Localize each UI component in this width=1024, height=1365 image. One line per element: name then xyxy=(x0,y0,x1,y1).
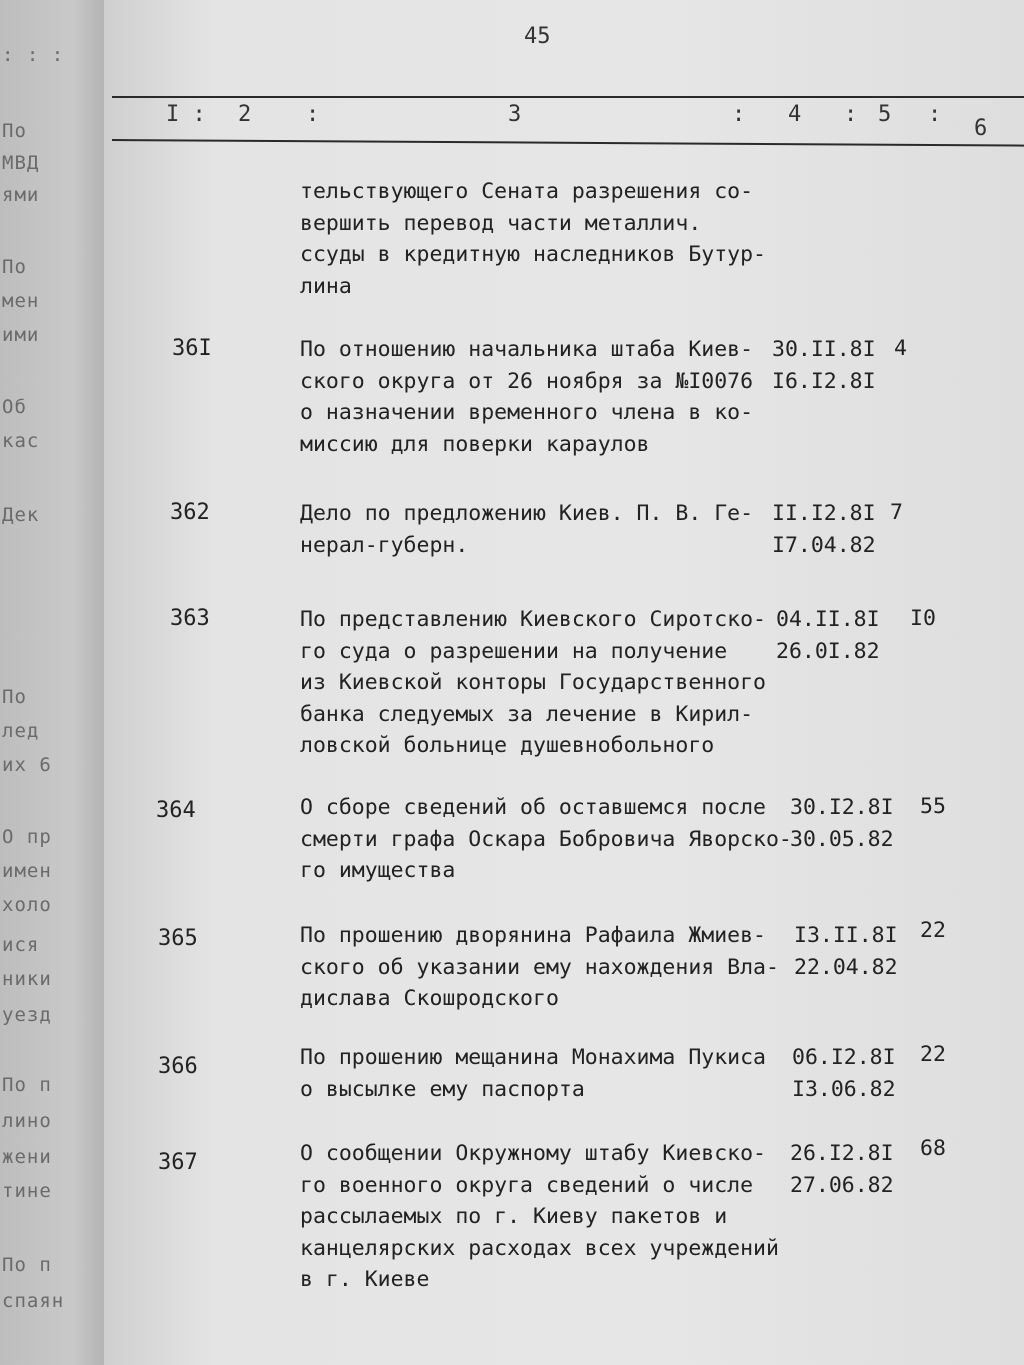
title-line: канцелярских расходах всех учреждений xyxy=(300,1235,779,1261)
record-dates xyxy=(772,498,876,561)
header-top-rule xyxy=(112,96,1024,98)
header-col-4: 4 xyxy=(788,102,802,127)
record-title xyxy=(300,498,780,561)
header-col-6: 6 xyxy=(974,116,988,141)
record-number: 362 xyxy=(170,500,210,525)
left-page-fragment: Дек xyxy=(2,504,40,526)
title-line: го имущества xyxy=(300,858,456,883)
left-page-fragment: жени xyxy=(2,1146,52,1168)
left-page-fragment: тине xyxy=(2,1180,52,1202)
header-sep: : xyxy=(844,102,858,127)
left-page-fragment: ями xyxy=(2,184,40,206)
title-line: миссию для поверки караулов xyxy=(300,431,650,457)
left-page-edge xyxy=(0,0,104,1365)
header-col-3: 3 xyxy=(508,102,522,127)
record-sheets: 4 xyxy=(894,336,907,361)
record-dates xyxy=(772,334,876,397)
title-line: вершить перевод части металлич. xyxy=(300,210,702,236)
date-end: 22.04.82 xyxy=(794,954,898,980)
left-page-fragment: имен xyxy=(2,860,52,882)
title-line: ского округа от 26 ноября за №I0076 xyxy=(300,368,754,394)
title-line: банка следуемых за лечение в Кирил- xyxy=(300,701,754,727)
date-start: 30.II.8I xyxy=(772,337,876,362)
title-line: го военного округа сведений о числе xyxy=(300,1172,754,1198)
record-title xyxy=(300,1138,820,1296)
title-line: Дело по предложению Киев. П. В. Ге- xyxy=(300,501,754,526)
header-col-1: I : xyxy=(166,102,206,127)
record-sheets: I0 xyxy=(910,606,936,631)
record-dates xyxy=(790,792,894,855)
left-page-fragment: По п xyxy=(2,1254,52,1276)
left-page-fragment: ники xyxy=(2,968,52,990)
record-number: 367 xyxy=(158,1150,198,1175)
date-start: I3.II.8I xyxy=(794,923,898,948)
title-line: По прошению дворянина Рафаила Жмиев- xyxy=(300,923,766,948)
date-end: 26.0I.82 xyxy=(776,638,880,664)
title-line: смерти графа Оскара Бобровича Яворско- xyxy=(300,826,792,852)
date-end: I7.04.82 xyxy=(772,532,876,558)
date-start: II.I2.8I xyxy=(772,501,876,526)
record-title xyxy=(300,1042,780,1105)
title-line: в г. Киеве xyxy=(300,1267,430,1292)
title-line: ского об указании ему нахождения Вла- xyxy=(300,954,779,980)
record-number: 365 xyxy=(158,926,198,951)
record-title xyxy=(300,792,860,887)
record-dates xyxy=(792,1042,896,1105)
title-line: тельствующего Сената разрешения со- xyxy=(300,179,754,204)
title-line: о назначении временного члена в ко- xyxy=(300,400,754,425)
date-start: 04.II.8I xyxy=(776,607,880,632)
date-start: 30.I2.8I xyxy=(790,795,894,820)
title-line: дислава Скошродского xyxy=(300,986,559,1011)
left-page-fragment: ими xyxy=(2,324,40,346)
title-line: го суда о разрешении на получение xyxy=(300,638,728,664)
title-line: По отношению начальника штаба Киев- xyxy=(300,337,754,362)
title-line: ссуды в кредитную наследников Бутур- xyxy=(300,242,766,267)
record-number: 36I xyxy=(172,336,212,361)
header-col-2: 2 xyxy=(238,102,252,127)
header-bottom-rule xyxy=(112,139,1024,147)
date-end: I6.I2.8I xyxy=(772,368,876,394)
document-page xyxy=(104,0,1024,1365)
title-line: ловской больнице душевнобольного xyxy=(300,733,715,758)
left-page-fragment: кас xyxy=(2,430,40,452)
left-page-fragment: мен xyxy=(2,290,40,312)
left-page-fragment: лино xyxy=(2,1110,52,1132)
page-number: 45 xyxy=(524,24,551,49)
record-number: 366 xyxy=(158,1054,198,1079)
date-start: 26.I2.8I xyxy=(790,1141,894,1166)
date-start: 06.I2.8I xyxy=(792,1045,896,1070)
title-line: О сообщении Окружному штабу Киевско- xyxy=(300,1141,766,1166)
header-sep: : xyxy=(928,102,942,127)
left-page-fragment: ися xyxy=(2,934,40,956)
left-page-fragment: По п xyxy=(2,1074,52,1096)
left-page-fragment: По xyxy=(2,120,27,142)
record-title xyxy=(300,176,780,302)
left-page-fragment: О пр xyxy=(2,826,52,848)
left-page-fragment: уезд xyxy=(2,1004,52,1026)
record-sheets: 22 xyxy=(920,1042,946,1067)
record-dates xyxy=(790,1138,894,1201)
left-page-fragment: лед xyxy=(2,720,40,742)
record-sheets: 22 xyxy=(920,918,946,943)
date-end: I3.06.82 xyxy=(792,1076,896,1102)
record-dates xyxy=(776,604,880,667)
record-sheets: 68 xyxy=(920,1136,946,1161)
header-sep: : xyxy=(306,102,320,127)
record-title xyxy=(300,920,780,1015)
header-col-5: 5 xyxy=(878,102,892,127)
left-page-fragment: Об xyxy=(2,396,27,418)
date-end: 30.05.82 xyxy=(790,826,894,852)
record-sheets: 55 xyxy=(920,794,946,819)
date-end: 27.06.82 xyxy=(790,1172,894,1198)
record-dates xyxy=(794,920,898,983)
record-sheets: 7 xyxy=(890,500,903,525)
record-title xyxy=(300,334,780,460)
title-line: из Киевской конторы Государственного xyxy=(300,670,766,695)
left-page-fragment: их 6 xyxy=(2,754,52,776)
title-line: О сборе сведений об оставшемся после xyxy=(300,795,766,820)
left-page-fragment: МВД xyxy=(2,152,40,174)
record-number: 364 xyxy=(156,798,196,823)
title-line: По представлению Киевского Сиротско- xyxy=(300,607,766,632)
left-page-fragment: спаян xyxy=(2,1290,65,1312)
left-page-fragment: холо xyxy=(2,894,52,916)
left-page-fragment: По xyxy=(2,686,27,708)
record-title xyxy=(300,604,780,762)
title-line: По прошению мещанина Монахима Пукиса xyxy=(300,1045,766,1070)
left-page-fragment: : : : xyxy=(2,44,65,66)
header-sep: : xyxy=(732,102,746,127)
record-number: 363 xyxy=(170,606,210,631)
title-line: о высылке ему паспорта xyxy=(300,1076,585,1102)
title-line: лина xyxy=(300,273,352,299)
title-line: рассылаемых по г. Киеву пакетов и xyxy=(300,1204,728,1229)
left-page-fragment: По xyxy=(2,256,27,278)
title-line: нерал-губерн. xyxy=(300,532,469,558)
